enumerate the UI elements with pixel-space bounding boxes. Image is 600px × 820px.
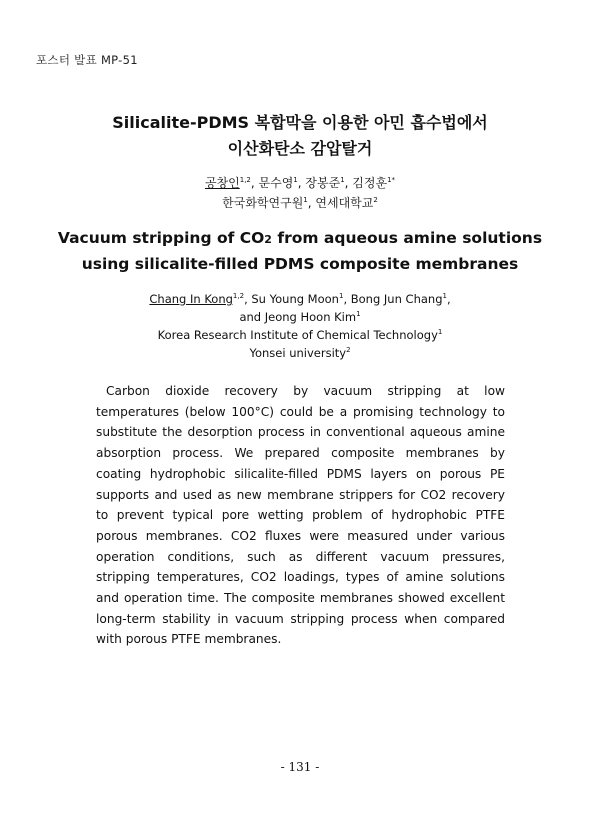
english-title-line2: using silicalite-filled PDMS composite membranes xyxy=(81,255,519,273)
korean-title xyxy=(0,110,600,162)
korean-title-line1: Silicalite-PDMS 복합막을 이용한 아민 흡수법에서 xyxy=(112,113,488,132)
korean-author-name: 문수영 xyxy=(258,176,294,190)
english-author-list-line1: Chang In Kong$^{1,2}$, Su Young Moon$^1$, Bong Jun Chang$^1$, xyxy=(149,292,451,306)
korean-authors-block xyxy=(0,173,600,213)
affiliation-mark: 2 xyxy=(373,196,378,204)
english-author-name: Bong Jun Chang xyxy=(350,292,443,306)
session-label: 포스터 발표 MP-51 xyxy=(36,53,138,67)
affiliation-mark: 1,2 xyxy=(239,176,251,184)
korean-affiliation: 한국화학연구원 xyxy=(222,196,304,210)
english-affiliation: Korea Research Institute of Chemical Technology xyxy=(157,328,438,342)
korean-author-list: 공창인$^{1,2}$, 문수영$^1$, 장봉준$^1$, 김정훈$^{1*}$ xyxy=(204,176,396,190)
english-title-subscript: 2 xyxy=(264,233,272,246)
english-author-name: Su Young Moon xyxy=(251,292,339,306)
and-word: and xyxy=(239,310,262,324)
korean-affiliation: 연세대학교 xyxy=(315,196,374,210)
english-title-part: from aqueous amine solutions xyxy=(271,229,543,247)
english-title-part: Vacuum stripping of CO xyxy=(57,229,265,247)
english-author-list-line2 xyxy=(0,308,600,326)
korean-author-name: 김정훈 xyxy=(352,176,388,190)
page-number: - 131 - xyxy=(280,760,320,774)
english-affiliation-2 xyxy=(0,344,600,362)
affiliation-mark: 1* xyxy=(387,176,396,184)
korean-affiliation-list: 한국화학연구원$^1$, 연세대학교$^2$ xyxy=(222,196,378,210)
english-affiliation-1 xyxy=(0,326,600,344)
korean-author-name: 공창인 xyxy=(204,176,240,190)
korean-title-line2: 이산화탄소 감압탈거 xyxy=(227,139,373,158)
affiliation-mark: 2 xyxy=(346,346,351,355)
english-title xyxy=(0,226,600,277)
affiliation-mark: 1 xyxy=(293,176,298,184)
abstract-paragraph: Carbon dioxide recovery by vacuum stripping at low temperatures (below 100°C) could be a promising technology to substitute the desorption process in conventional aqueous amine absorption process. We prepared composite membranes by coating hydrophobic silicalite-filled PDMS layers on porous PE supports and used as new membrane strippers for CO2 recovery to prevent typical pore wetting problem of hydrophobic PTFE porous membranes. CO2 fluxes were measured under various operation conditions, such as different vacuum pressures, stripping temperatures, CO2 loadings, types of amine solutions and operation time. The composite membranes showed excellent long-term stability in vacuum stripping process when compared with porous PTFE membranes. xyxy=(96,384,505,647)
affiliation-mark: 1 xyxy=(356,310,361,319)
affiliation-mark: 1 xyxy=(303,196,308,204)
affiliation-mark: 1 xyxy=(338,292,344,301)
affiliation-mark: 1,2 xyxy=(232,292,245,301)
english-author-name: Chang In Kong xyxy=(149,292,233,306)
english-title-line1 xyxy=(0,226,600,252)
english-affiliation: Yonsei university xyxy=(249,346,347,360)
english-author-name: Jeong Hoon Kim xyxy=(264,310,357,324)
affiliation-mark: 1 xyxy=(442,292,447,301)
affiliation-mark: 1 xyxy=(340,176,345,184)
korean-author-name: 장봉준 xyxy=(305,176,341,190)
affiliation-mark: 1 xyxy=(437,328,443,337)
english-authors-block xyxy=(0,290,600,362)
